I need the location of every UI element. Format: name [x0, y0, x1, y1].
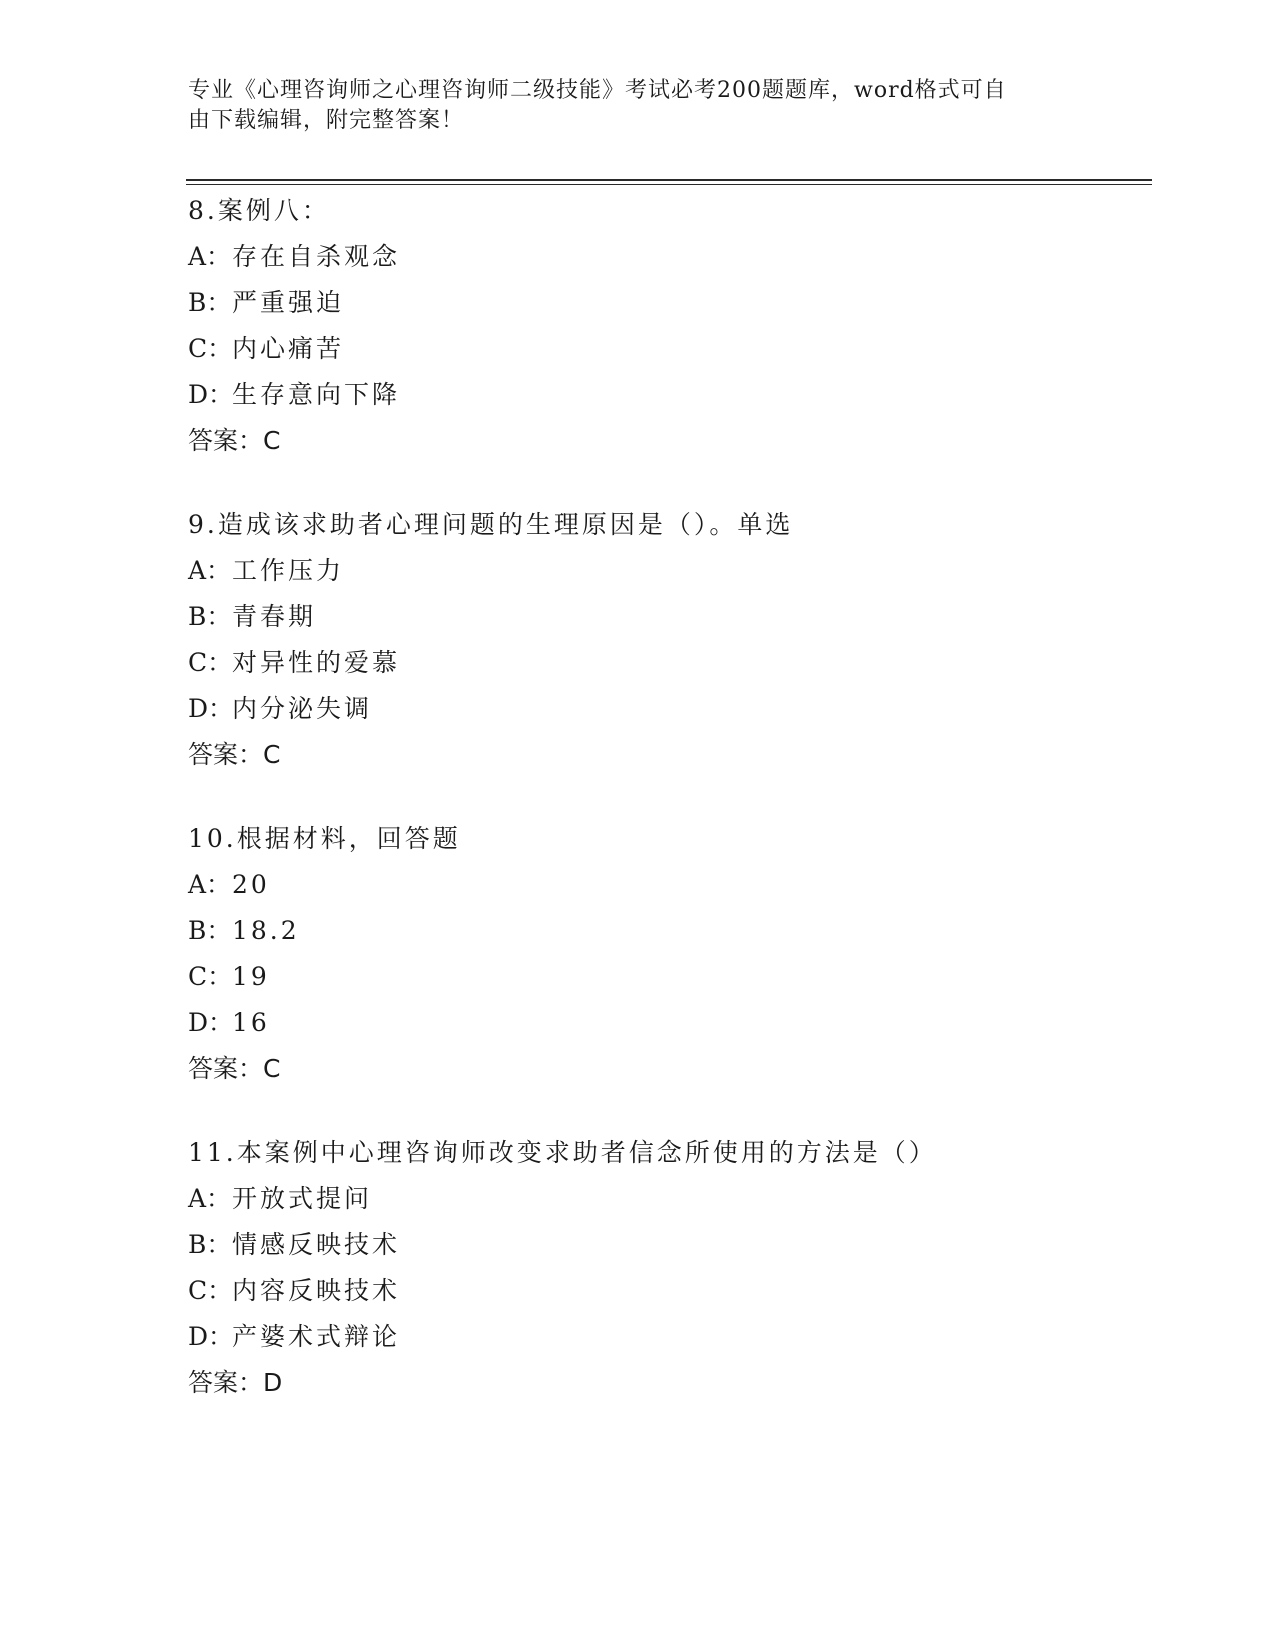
- option-text: 开放式提问: [232, 1184, 373, 1213]
- option-d: [188, 372, 1148, 418]
- option-text: 情感反映技术: [232, 1230, 401, 1259]
- option-letter: D：: [188, 1008, 234, 1037]
- option-letter: B：: [188, 1230, 232, 1259]
- option-text: 存在自杀观念: [232, 242, 401, 271]
- question-9: [188, 502, 1148, 778]
- option-letter: C：: [188, 962, 233, 991]
- option-letter: B：: [188, 288, 232, 317]
- option-text: 产婆术式辩论: [232, 1322, 401, 1351]
- answer-line: 答案：C: [188, 426, 281, 455]
- question-11: [188, 1130, 1148, 1406]
- question-stem: 9.造成该求助者心理问题的生理原因是（）。单选: [188, 510, 794, 539]
- header-divider-thin: [186, 184, 1152, 185]
- question-8: [188, 188, 1148, 464]
- option-letter: A：: [188, 870, 232, 899]
- option-letter: B：: [188, 916, 232, 945]
- answer-line: 答案：C: [188, 740, 281, 769]
- option-letter: C：: [188, 648, 233, 677]
- option-letter: D：: [188, 1322, 234, 1351]
- answer-line: 答案：D: [188, 1368, 283, 1397]
- question-stem: 10.根据材料，回答题: [188, 824, 461, 853]
- option-text: 对异性的爱慕: [232, 648, 401, 677]
- option-text: 内心痛苦: [232, 334, 345, 363]
- option-a: [188, 862, 1148, 908]
- option-text: 严重强迫: [232, 288, 345, 317]
- option-text: 16: [232, 1008, 270, 1037]
- option-text: 内容反映技术: [232, 1276, 401, 1305]
- option-d: [188, 1000, 1148, 1046]
- option-text: 青春期: [232, 602, 317, 631]
- option-d: [188, 1314, 1148, 1360]
- option-letter: C：: [188, 334, 233, 363]
- option-a: [188, 548, 1148, 594]
- option-letter: A：: [188, 242, 232, 271]
- option-text: 内分泌失调: [232, 694, 373, 723]
- option-text: 生存意向下降: [232, 380, 401, 409]
- header-line-1: 专业《心理咨询师之心理咨询师二级技能》考试必考200题题库，word格式可自: [188, 78, 1007, 103]
- option-letter: D：: [188, 694, 234, 723]
- option-letter: C：: [188, 1276, 233, 1305]
- option-letter: A：: [188, 1184, 232, 1213]
- option-letter: B：: [188, 602, 232, 631]
- question-10: [188, 816, 1148, 1092]
- question-list: [188, 188, 1148, 1444]
- option-text: 19: [232, 962, 270, 991]
- answer-line: 答案：C: [188, 1054, 281, 1083]
- option-a: [188, 1176, 1148, 1222]
- option-a: [188, 234, 1148, 280]
- option-text: 20: [232, 870, 270, 899]
- option-text: 工作压力: [232, 556, 345, 585]
- option-letter: D：: [188, 380, 234, 409]
- option-b: [188, 594, 1148, 640]
- option-text: 18.2: [232, 916, 300, 945]
- option-b: [188, 1222, 1148, 1268]
- option-d: [188, 686, 1148, 732]
- option-c: [188, 326, 1148, 372]
- option-b: [188, 908, 1148, 954]
- header-divider-thick: [186, 179, 1152, 181]
- document-header: [188, 76, 1068, 136]
- option-c: [188, 1268, 1148, 1314]
- header-line-2: 由下载编辑，附完整答案！: [188, 108, 465, 133]
- option-letter: A：: [188, 556, 232, 585]
- option-b: [188, 280, 1148, 326]
- question-stem: 8.案例八：: [188, 196, 330, 225]
- question-stem: 11.本案例中心理咨询师改变求助者信念所使用的方法是（）: [188, 1138, 937, 1167]
- option-c: [188, 954, 1148, 1000]
- option-c: [188, 640, 1148, 686]
